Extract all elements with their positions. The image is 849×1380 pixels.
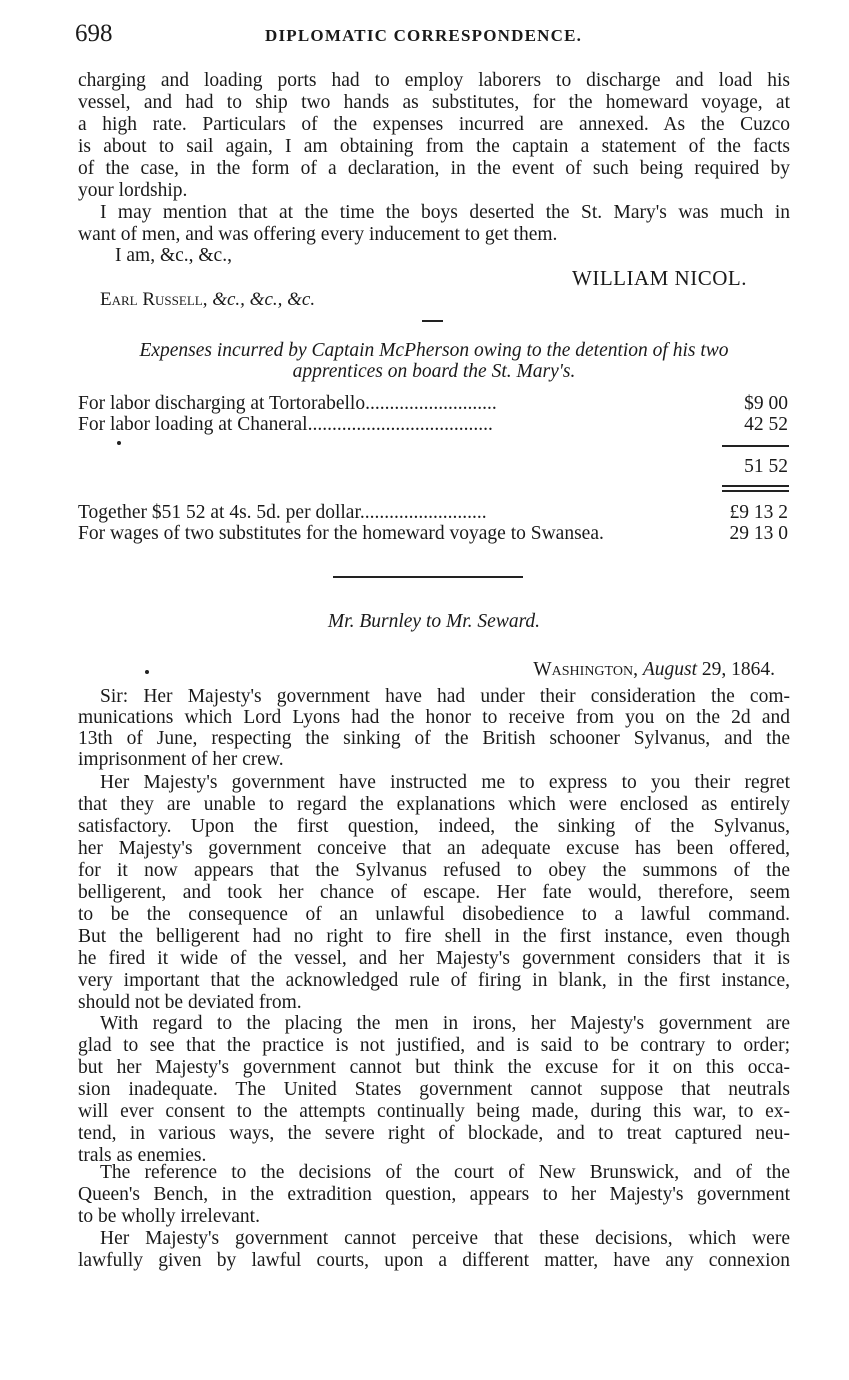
addressee [100, 289, 315, 311]
subtotal-rule [722, 445, 789, 447]
expense-row [78, 393, 790, 415]
text-line: With regard to the placing the men in irons, her Majesty's government are [100, 1013, 790, 1034]
text-line: Her Majesty's government cannot perceive that these decisions, which were [100, 1228, 790, 1249]
text-line: tend, in various ways, the severe right of blockade, and to treat captured neu- [78, 1123, 790, 1144]
text-line: Queen's Bench, in the extradition question, appears to her Majesty's government [78, 1184, 790, 1205]
text-line: will ever consent to the attempts continually being made, during this war, to ex- [78, 1101, 790, 1122]
conversion-row [78, 502, 790, 524]
text-line: should not be deviated from. [78, 992, 302, 1013]
expense-row [78, 414, 790, 436]
stray-mark [117, 441, 121, 445]
running-title: DIPLOMATIC CORRESPONDENCE. [265, 26, 583, 45]
conversion-amount: £9 13 2 [729, 502, 788, 523]
expense-row-label: For labor loading at Chaneral...................................... [78, 414, 493, 435]
text-line: sion inadequate. The United States government cannot suppose that neutrals [78, 1079, 790, 1100]
text-line: Sir: Her Majesty's government have had under their consideration the com- [100, 686, 790, 707]
text-line: glad to see that the practice is not justified, and is said to be contrary to order; [78, 1035, 790, 1056]
text-line: charging and loading ports had to employ laborers to discharge and load his [78, 70, 790, 91]
text-line: satisfactory. Upon the first question, indeed, the sinking of the Sylvanus, [78, 816, 790, 837]
text-line: he fired it wide of the vessel, and her Majesty's government considers that it is [78, 948, 790, 969]
text-line: want of men, and was offering every inducement to get them. [78, 224, 558, 245]
text-line: a high rate. Particulars of the expenses incurred are annexed. As the Cuzco [78, 114, 790, 135]
stray-mark [145, 670, 149, 674]
text-line: is about to sail again, I am obtaining from the captain a statement of the facts [78, 136, 790, 157]
text-line: But the belligerent had no right to fire shell in the first instance, even though [78, 926, 790, 947]
section-divider [333, 576, 523, 578]
text-line: to be wholly irrelevant. [78, 1206, 260, 1227]
letter-month: August [642, 659, 697, 680]
expense-row-label: For labor discharging at Tortorabello........................... [78, 393, 497, 414]
addressee-name: Earl Russell, [100, 289, 208, 310]
letter-date: 29, 1864. [701, 659, 775, 680]
text-line: to be the consequence of an unlawful disobedience to a lawful command. [78, 904, 790, 925]
wages-label: For wages of two substitutes for the homeward voyage to Swansea. [78, 523, 604, 544]
text-line: very important that the acknowledged rule of firing in blank, in the first instance, [78, 970, 790, 991]
wages-amount: 29 13 0 [729, 523, 788, 544]
text-line: of the case, in the form of a declaration, in the event of such being required by [78, 158, 790, 179]
text-line: lawfully given by lawful courts, upon a different matter, have any connexion [78, 1250, 790, 1271]
text-line: vessel, and had to ship two hands as substitutes, for the homeward voyage, at [78, 92, 790, 113]
text-line: imprisonment of her crew. [78, 749, 284, 770]
letter-place: Washington, [533, 659, 638, 680]
subtotal-amount: 51 52 [744, 456, 788, 477]
double-rule-bottom [722, 490, 789, 492]
double-rule-top [722, 485, 789, 487]
section-divider-short [422, 320, 443, 322]
expense-row-amount: 42 52 [744, 414, 788, 435]
conversion-label: Together $51 52 at 4s. 5d. per dollar.......................... [78, 502, 487, 523]
expense-row-amount: $9 00 [744, 393, 788, 414]
letter-dateline [533, 659, 775, 681]
text-line: for it now appears that the Sylvanus refused to obey the summons of the [78, 860, 790, 881]
wages-row [78, 523, 790, 545]
letter-title: Mr. Burnley to Mr. Seward. [327, 611, 541, 632]
subtotal-row [78, 456, 790, 478]
page-number: 698 [75, 20, 113, 47]
text-line: her Majesty's government conceive that an adequate excuse has been offered, [78, 838, 790, 859]
text-line: 13th of June, respecting the sinking of the British schooner Sylvanus, and the [78, 728, 790, 749]
text-line: The reference to the decisions of the court of New Brunswick, and of the [100, 1162, 790, 1183]
expenses-title-line2: apprentices on board the St. Mary's. [292, 361, 576, 382]
text-line: trals as enemies. [78, 1145, 207, 1166]
signature: WILLIAM NICOL. [572, 266, 747, 290]
text-line: belligerent, and took her chance of escape. Her fate would, therefore, seem [78, 882, 790, 903]
text-line: Her Majesty's government have instructed me to express to you their regret [100, 772, 790, 793]
text-line: munications which Lord Lyons had the honor to receive from you on the 2d and [78, 707, 790, 728]
closing-salutation: I am, &c., &c., [115, 245, 232, 266]
expenses-title-line1: Expenses incurred by Captain McPherson owing to the detention of his two [139, 340, 729, 361]
addressee-etc: &c., &c., &c. [212, 289, 316, 310]
text-line: but her Majesty's government cannot but think the excuse for it on this occa- [78, 1057, 790, 1078]
text-line: your lordship. [78, 180, 188, 201]
text-line: I may mention that at the time the boys deserted the St. Mary's was much in [100, 202, 790, 223]
text-line: that they are unable to regard the explanations which were enclosed as entirely [78, 794, 790, 815]
